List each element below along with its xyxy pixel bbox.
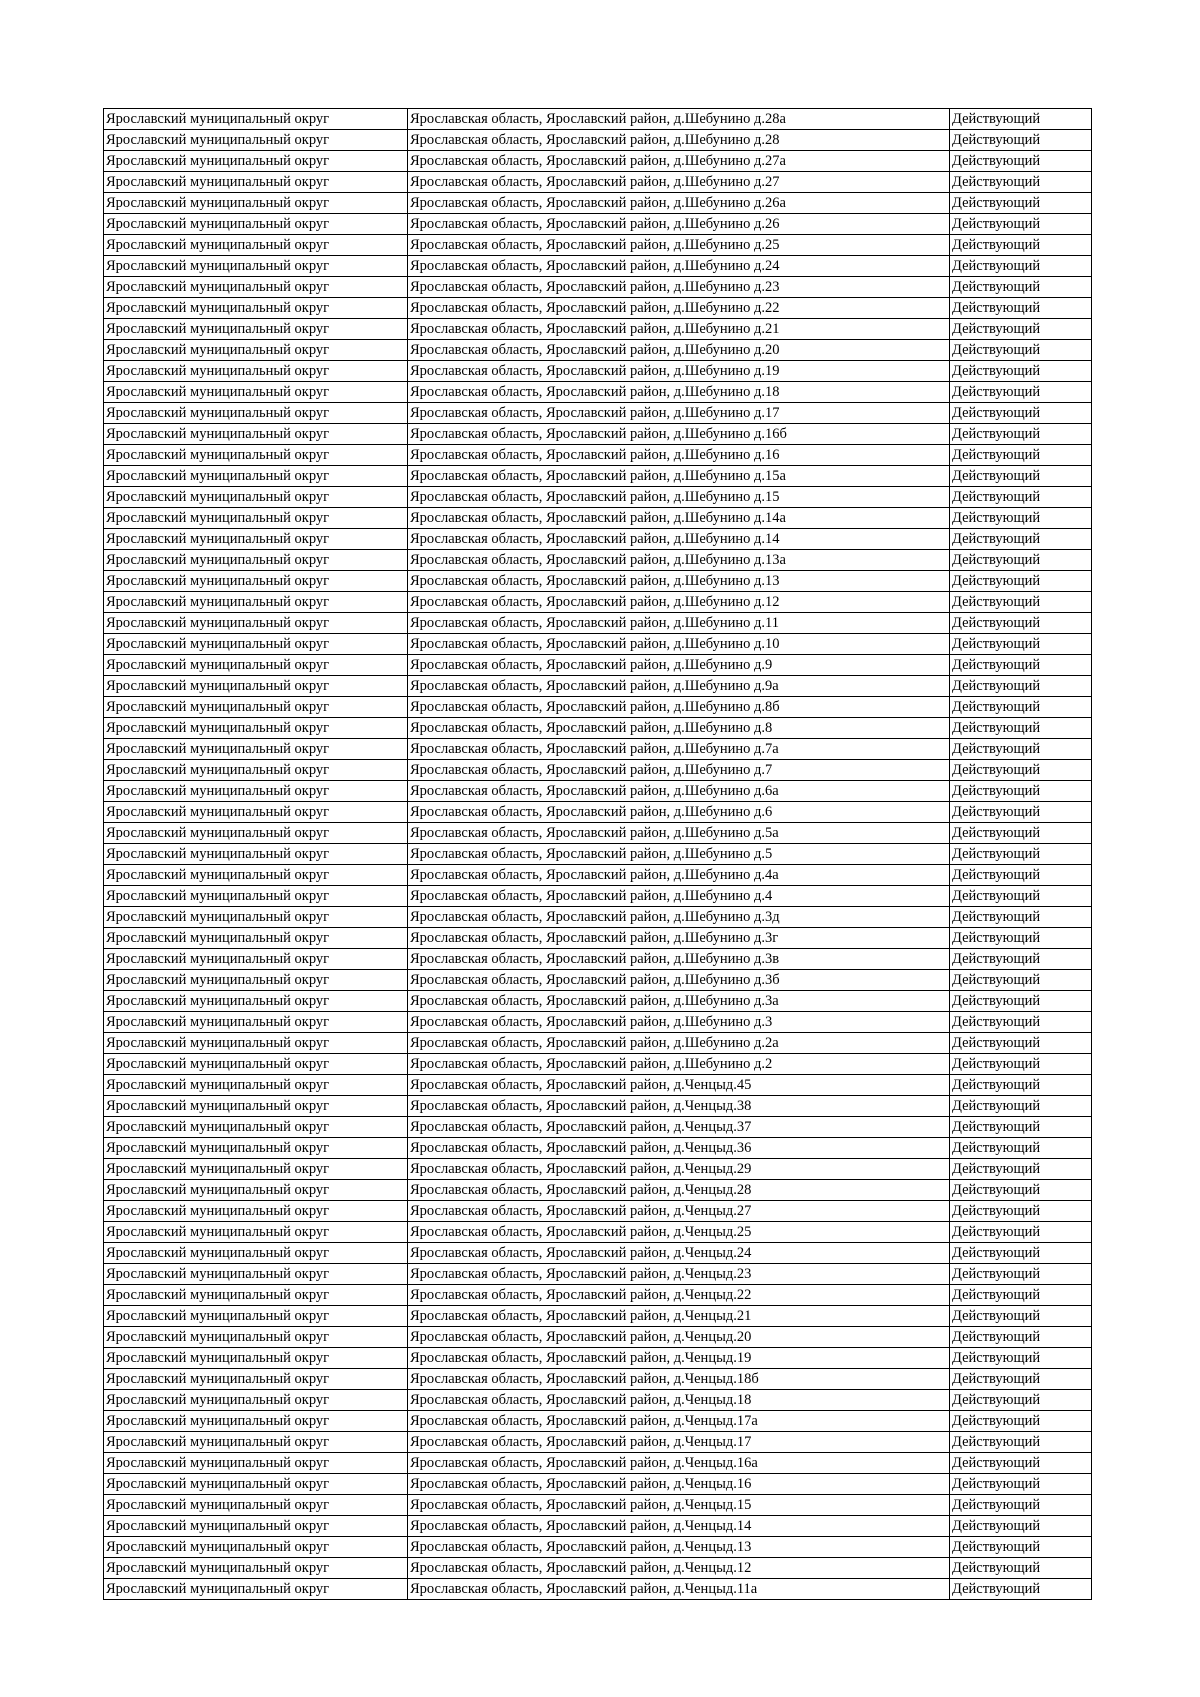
table-row [104, 1432, 1092, 1453]
district-cell: Ярославский муниципальный округ [104, 655, 408, 676]
table-row [104, 571, 1092, 592]
address-cell: Ярославская область, Ярославский район, д.Шебунино д.18 [408, 382, 950, 403]
district-cell: Ярославский муниципальный округ [104, 508, 408, 529]
address-cell: Ярославская область, Ярославский район, д.Ченцыд.18 [408, 1390, 950, 1411]
address-cell: Ярославская область, Ярославский район, д.Ченцыд.36 [408, 1138, 950, 1159]
address-cell: Ярославская область, Ярославский район, д.Шебунино д.23 [408, 277, 950, 298]
district-cell: Ярославский муниципальный округ [104, 1579, 408, 1600]
table-row [104, 634, 1092, 655]
district-cell: Ярославский муниципальный округ [104, 613, 408, 634]
district-cell: Ярославский муниципальный округ [104, 886, 408, 907]
district-cell: Ярославский муниципальный округ [104, 1285, 408, 1306]
district-cell: Ярославский муниципальный округ [104, 151, 408, 172]
address-cell: Ярославская область, Ярославский район, д.Ченцыд.21 [408, 1306, 950, 1327]
table-row [104, 970, 1092, 991]
district-cell: Ярославский муниципальный округ [104, 928, 408, 949]
address-cell: Ярославская область, Ярославский район, д.Шебунино д.8 [408, 718, 950, 739]
address-cell: Ярославская область, Ярославский район, д.Шебунино д.14а [408, 508, 950, 529]
table-row [104, 886, 1092, 907]
address-cell: Ярославская область, Ярославский район, д.Шебунино д.27а [408, 151, 950, 172]
table-row [104, 1558, 1092, 1579]
status-cell: Действующий [950, 928, 1092, 949]
status-cell: Действующий [950, 991, 1092, 1012]
table-row [104, 1390, 1092, 1411]
status-cell: Действующий [950, 151, 1092, 172]
table-row [104, 319, 1092, 340]
table-row [104, 907, 1092, 928]
address-cell: Ярославская область, Ярославский район, д.Шебунино д.7а [408, 739, 950, 760]
district-cell: Ярославский муниципальный округ [104, 823, 408, 844]
table-row [104, 1369, 1092, 1390]
status-cell: Действующий [950, 1453, 1092, 1474]
table-row [104, 424, 1092, 445]
district-cell: Ярославский муниципальный округ [104, 781, 408, 802]
district-cell: Ярославский муниципальный округ [104, 1369, 408, 1390]
status-cell: Действующий [950, 529, 1092, 550]
address-cell: Ярославская область, Ярославский район, д.Ченцыд.18б [408, 1369, 950, 1390]
table-row [104, 1474, 1092, 1495]
address-cell: Ярославская область, Ярославский район, д.Ченцыд.16 [408, 1474, 950, 1495]
table-row [104, 718, 1092, 739]
address-cell: Ярославская область, Ярославский район, д.Шебунино д.24 [408, 256, 950, 277]
district-cell: Ярославский муниципальный округ [104, 1075, 408, 1096]
table-row [104, 529, 1092, 550]
table-row [104, 445, 1092, 466]
address-cell: Ярославская область, Ярославский район, д.Шебунино д.26 [408, 214, 950, 235]
status-cell: Действующий [950, 739, 1092, 760]
district-cell: Ярославский муниципальный округ [104, 844, 408, 865]
address-cell: Ярославская область, Ярославский район, д.Шебунино д.15 [408, 487, 950, 508]
status-cell: Действующий [950, 382, 1092, 403]
district-cell: Ярославский муниципальный округ [104, 907, 408, 928]
district-cell: Ярославский муниципальный округ [104, 865, 408, 886]
address-cell: Ярославская область, Ярославский район, д.Ченцыд.20 [408, 1327, 950, 1348]
address-cell: Ярославская область, Ярославский район, д.Шебунино д.13а [408, 550, 950, 571]
address-cell: Ярославская область, Ярославский район, д.Ченцыд.23 [408, 1264, 950, 1285]
status-cell: Действующий [950, 466, 1092, 487]
address-cell: Ярославская область, Ярославский район, д.Шебунино д.2а [408, 1033, 950, 1054]
address-cell: Ярославская область, Ярославский район, д.Шебунино д.19 [408, 361, 950, 382]
status-cell: Действующий [950, 844, 1092, 865]
district-cell: Ярославский муниципальный округ [104, 991, 408, 1012]
table-row [104, 1243, 1092, 1264]
status-cell: Действующий [950, 1516, 1092, 1537]
address-cell: Ярославская область, Ярославский район, д.Шебунино д.28 [408, 130, 950, 151]
status-cell: Действующий [950, 1138, 1092, 1159]
district-cell: Ярославский муниципальный округ [104, 487, 408, 508]
status-cell: Действующий [950, 214, 1092, 235]
address-cell: Ярославская область, Ярославский район, д.Шебунино д.3д [408, 907, 950, 928]
district-cell: Ярославский муниципальный округ [104, 109, 408, 130]
address-cell: Ярославская область, Ярославский район, д.Шебунино д.25 [408, 235, 950, 256]
district-cell: Ярославский муниципальный округ [104, 172, 408, 193]
table-row [104, 277, 1092, 298]
status-cell: Действующий [950, 1033, 1092, 1054]
table-row [104, 928, 1092, 949]
district-cell: Ярославский муниципальный округ [104, 760, 408, 781]
address-cell: Ярославская область, Ярославский район, д.Ченцыд.17 [408, 1432, 950, 1453]
table-row [104, 109, 1092, 130]
district-cell: Ярославский муниципальный округ [104, 1117, 408, 1138]
address-cell: Ярославская область, Ярославский район, д.Шебунино д.6а [408, 781, 950, 802]
table-row [104, 1495, 1092, 1516]
district-cell: Ярославский муниципальный округ [104, 298, 408, 319]
district-cell: Ярославский муниципальный округ [104, 571, 408, 592]
address-cell: Ярославская область, Ярославский район, д.Шебунино д.3 [408, 1012, 950, 1033]
table-row [104, 655, 1092, 676]
status-cell: Действующий [950, 1348, 1092, 1369]
table-row [104, 1453, 1092, 1474]
district-cell: Ярославский муниципальный округ [104, 424, 408, 445]
district-cell: Ярославский муниципальный округ [104, 1390, 408, 1411]
district-cell: Ярославский муниципальный округ [104, 235, 408, 256]
registry-table [103, 108, 1092, 1600]
status-cell: Действующий [950, 403, 1092, 424]
address-cell: Ярославская область, Ярославский район, д.Ченцыд.25 [408, 1222, 950, 1243]
district-cell: Ярославский муниципальный округ [104, 130, 408, 151]
address-cell: Ярославская область, Ярославский район, д.Шебунино д.7 [408, 760, 950, 781]
table-row [104, 1075, 1092, 1096]
district-cell: Ярославский муниципальный округ [104, 466, 408, 487]
address-cell: Ярославская область, Ярославский район, д.Ченцыд.19 [408, 1348, 950, 1369]
district-cell: Ярославский муниципальный округ [104, 592, 408, 613]
district-cell: Ярославский муниципальный округ [104, 1516, 408, 1537]
district-cell: Ярославский муниципальный округ [104, 319, 408, 340]
table-row [104, 130, 1092, 151]
table-row [104, 760, 1092, 781]
district-cell: Ярославский муниципальный округ [104, 361, 408, 382]
address-cell: Ярославская область, Ярославский район, д.Шебунино д.20 [408, 340, 950, 361]
status-cell: Действующий [950, 1096, 1092, 1117]
status-cell: Действующий [950, 487, 1092, 508]
status-cell: Действующий [950, 1117, 1092, 1138]
district-cell: Ярославский муниципальный округ [104, 1138, 408, 1159]
district-cell: Ярославский муниципальный округ [104, 676, 408, 697]
status-cell: Действующий [950, 802, 1092, 823]
document-page [103, 108, 1091, 1600]
table-row [104, 802, 1092, 823]
table-row [104, 781, 1092, 802]
table-row [104, 1285, 1092, 1306]
address-cell: Ярославская область, Ярославский район, д.Ченцыд.28 [408, 1180, 950, 1201]
table-row [104, 1306, 1092, 1327]
district-cell: Ярославский муниципальный округ [104, 634, 408, 655]
district-cell: Ярославский муниципальный округ [104, 382, 408, 403]
table-row [104, 1537, 1092, 1558]
status-cell: Действующий [950, 1432, 1092, 1453]
district-cell: Ярославский муниципальный округ [104, 1432, 408, 1453]
table-row [104, 1117, 1092, 1138]
address-cell: Ярославская область, Ярославский район, д.Шебунино д.13 [408, 571, 950, 592]
table-row [104, 949, 1092, 970]
status-cell: Действующий [950, 1180, 1092, 1201]
table-row [104, 844, 1092, 865]
status-cell: Действующий [950, 109, 1092, 130]
table-row [104, 340, 1092, 361]
status-cell: Действующий [950, 1264, 1092, 1285]
address-cell: Ярославская область, Ярославский район, д.Ченцыд.45 [408, 1075, 950, 1096]
address-cell: Ярославская область, Ярославский район, д.Шебунино д.9 [408, 655, 950, 676]
status-cell: Действующий [950, 676, 1092, 697]
district-cell: Ярославский муниципальный округ [104, 1033, 408, 1054]
status-cell: Действующий [950, 1306, 1092, 1327]
status-cell: Действующий [950, 1474, 1092, 1495]
table-row [104, 466, 1092, 487]
status-cell: Действующий [950, 508, 1092, 529]
address-cell: Ярославская область, Ярославский район, д.Шебунино д.15а [408, 466, 950, 487]
table-row [104, 1159, 1092, 1180]
status-cell: Действующий [950, 277, 1092, 298]
status-cell: Действующий [950, 592, 1092, 613]
address-cell: Ярославская область, Ярославский район, д.Шебунино д.16б [408, 424, 950, 445]
table-row [104, 739, 1092, 760]
status-cell: Действующий [950, 298, 1092, 319]
address-cell: Ярославская область, Ярославский район, д.Ченцыд.12 [408, 1558, 950, 1579]
district-cell: Ярославский муниципальный округ [104, 1180, 408, 1201]
table-row [104, 193, 1092, 214]
table-row [104, 1054, 1092, 1075]
address-cell: Ярославская область, Ярославский район, д.Ченцыд.29 [408, 1159, 950, 1180]
status-cell: Действующий [950, 907, 1092, 928]
table-row [104, 613, 1092, 634]
table-row [104, 1579, 1092, 1600]
status-cell: Действующий [950, 949, 1092, 970]
status-cell: Действующий [950, 634, 1092, 655]
status-cell: Действующий [950, 424, 1092, 445]
district-cell: Ярославский муниципальный округ [104, 1411, 408, 1432]
district-cell: Ярославский муниципальный округ [104, 550, 408, 571]
status-cell: Действующий [950, 1201, 1092, 1222]
address-cell: Ярославская область, Ярославский район, д.Шебунино д.27 [408, 172, 950, 193]
district-cell: Ярославский муниципальный округ [104, 1243, 408, 1264]
district-cell: Ярославский муниципальный округ [104, 718, 408, 739]
district-cell: Ярославский муниципальный округ [104, 802, 408, 823]
status-cell: Действующий [950, 970, 1092, 991]
status-cell: Действующий [950, 781, 1092, 802]
address-cell: Ярославская область, Ярославский район, д.Ченцыд.27 [408, 1201, 950, 1222]
table-row [104, 1180, 1092, 1201]
district-cell: Ярославский муниципальный округ [104, 1495, 408, 1516]
district-cell: Ярославский муниципальный округ [104, 739, 408, 760]
address-cell: Ярославская область, Ярославский район, д.Шебунино д.3г [408, 928, 950, 949]
district-cell: Ярославский муниципальный округ [104, 697, 408, 718]
district-cell: Ярославский муниципальный округ [104, 1201, 408, 1222]
status-cell: Действующий [950, 655, 1092, 676]
status-cell: Действующий [950, 823, 1092, 844]
status-cell: Действующий [950, 1579, 1092, 1600]
status-cell: Действующий [950, 445, 1092, 466]
address-cell: Ярославская область, Ярославский район, д.Шебунино д.11 [408, 613, 950, 634]
table-row [104, 550, 1092, 571]
status-cell: Действующий [950, 1159, 1092, 1180]
address-cell: Ярославская область, Ярославский район, д.Шебунино д.3б [408, 970, 950, 991]
status-cell: Действующий [950, 550, 1092, 571]
status-cell: Действующий [950, 760, 1092, 781]
district-cell: Ярославский муниципальный округ [104, 1453, 408, 1474]
status-cell: Действующий [950, 130, 1092, 151]
address-cell: Ярославская область, Ярославский район, д.Ченцыд.13 [408, 1537, 950, 1558]
district-cell: Ярославский муниципальный округ [104, 529, 408, 550]
status-cell: Действующий [950, 1243, 1092, 1264]
district-cell: Ярославский муниципальный округ [104, 277, 408, 298]
district-cell: Ярославский муниципальный округ [104, 1474, 408, 1495]
table-row [104, 487, 1092, 508]
status-cell: Действующий [950, 1558, 1092, 1579]
table-row [104, 172, 1092, 193]
status-cell: Действующий [950, 1390, 1092, 1411]
address-cell: Ярославская область, Ярославский район, д.Шебунино д.4а [408, 865, 950, 886]
address-cell: Ярославская область, Ярославский район, д.Шебунино д.28а [408, 109, 950, 130]
table-row [104, 361, 1092, 382]
table-row [104, 1138, 1092, 1159]
address-cell: Ярославская область, Ярославский район, д.Шебунино д.2 [408, 1054, 950, 1075]
district-cell: Ярославский муниципальный округ [104, 1222, 408, 1243]
district-cell: Ярославский муниципальный округ [104, 340, 408, 361]
status-cell: Действующий [950, 172, 1092, 193]
table-row [104, 1033, 1092, 1054]
status-cell: Действующий [950, 319, 1092, 340]
status-cell: Действующий [950, 1411, 1092, 1432]
status-cell: Действующий [950, 865, 1092, 886]
table-row [104, 1096, 1092, 1117]
table-row [104, 151, 1092, 172]
district-cell: Ярославский муниципальный округ [104, 1537, 408, 1558]
district-cell: Ярославский муниципальный округ [104, 1348, 408, 1369]
district-cell: Ярославский муниципальный округ [104, 214, 408, 235]
district-cell: Ярославский муниципальный округ [104, 445, 408, 466]
address-cell: Ярославская область, Ярославский район, д.Ченцыд.14 [408, 1516, 950, 1537]
table-row [104, 214, 1092, 235]
status-cell: Действующий [950, 1075, 1092, 1096]
address-cell: Ярославская область, Ярославский район, д.Ченцыд.17а [408, 1411, 950, 1432]
status-cell: Действующий [950, 1369, 1092, 1390]
status-cell: Действующий [950, 256, 1092, 277]
district-cell: Ярославский муниципальный округ [104, 1327, 408, 1348]
status-cell: Действующий [950, 886, 1092, 907]
address-cell: Ярославская область, Ярославский район, д.Шебунино д.9а [408, 676, 950, 697]
table-row [104, 676, 1092, 697]
address-cell: Ярославская область, Ярославский район, д.Ченцыд.15 [408, 1495, 950, 1516]
district-cell: Ярославский муниципальный округ [104, 1306, 408, 1327]
district-cell: Ярославский муниципальный округ [104, 949, 408, 970]
district-cell: Ярославский муниципальный округ [104, 1054, 408, 1075]
table-row [104, 1411, 1092, 1432]
table-row [104, 1516, 1092, 1537]
table-row [104, 865, 1092, 886]
district-cell: Ярославский муниципальный округ [104, 256, 408, 277]
district-cell: Ярославский муниципальный округ [104, 1264, 408, 1285]
status-cell: Действующий [950, 361, 1092, 382]
address-cell: Ярославская область, Ярославский район, д.Ченцыд.38 [408, 1096, 950, 1117]
status-cell: Действующий [950, 1054, 1092, 1075]
address-cell: Ярославская область, Ярославский район, д.Шебунино д.4 [408, 886, 950, 907]
status-cell: Действующий [950, 235, 1092, 256]
district-cell: Ярославский муниципальный округ [104, 1096, 408, 1117]
district-cell: Ярославский муниципальный округ [104, 1159, 408, 1180]
address-cell: Ярославская область, Ярославский район, д.Ченцыд.22 [408, 1285, 950, 1306]
table-row [104, 592, 1092, 613]
table-row [104, 1348, 1092, 1369]
address-cell: Ярославская область, Ярославский район, д.Шебунино д.3в [408, 949, 950, 970]
table-row [104, 1264, 1092, 1285]
district-cell: Ярославский муниципальный округ [104, 403, 408, 424]
address-cell: Ярославская область, Ярославский район, д.Шебунино д.10 [408, 634, 950, 655]
address-cell: Ярославская область, Ярославский район, д.Шебунино д.16 [408, 445, 950, 466]
address-cell: Ярославская область, Ярославский район, д.Ченцыд.16а [408, 1453, 950, 1474]
address-cell: Ярославская область, Ярославский район, д.Шебунино д.5 [408, 844, 950, 865]
status-cell: Действующий [950, 1222, 1092, 1243]
table-row [104, 1201, 1092, 1222]
address-cell: Ярославская область, Ярославский район, д.Шебунино д.12 [408, 592, 950, 613]
address-cell: Ярославская область, Ярославский район, д.Шебунино д.26а [408, 193, 950, 214]
status-cell: Действующий [950, 1285, 1092, 1306]
table-row [104, 256, 1092, 277]
address-cell: Ярославская область, Ярославский район, д.Шебунино д.14 [408, 529, 950, 550]
table-row [104, 1327, 1092, 1348]
address-cell: Ярославская область, Ярославский район, д.Шебунино д.22 [408, 298, 950, 319]
table-row [104, 991, 1092, 1012]
address-cell: Ярославская область, Ярославский район, д.Ченцыд.37 [408, 1117, 950, 1138]
address-cell: Ярославская область, Ярославский район, д.Шебунино д.17 [408, 403, 950, 424]
status-cell: Действующий [950, 1327, 1092, 1348]
table-row [104, 1012, 1092, 1033]
district-cell: Ярославский муниципальный округ [104, 970, 408, 991]
status-cell: Действующий [950, 193, 1092, 214]
table-row [104, 697, 1092, 718]
address-cell: Ярославская область, Ярославский район, д.Ченцыд.11а [408, 1579, 950, 1600]
status-cell: Действующий [950, 1537, 1092, 1558]
status-cell: Действующий [950, 340, 1092, 361]
status-cell: Действующий [950, 1012, 1092, 1033]
status-cell: Действующий [950, 1495, 1092, 1516]
address-cell: Ярославская область, Ярославский район, д.Шебунино д.3а [408, 991, 950, 1012]
table-row [104, 403, 1092, 424]
district-cell: Ярославский муниципальный округ [104, 1012, 408, 1033]
table-row [104, 382, 1092, 403]
address-cell: Ярославская область, Ярославский район, д.Ченцыд.24 [408, 1243, 950, 1264]
address-cell: Ярославская область, Ярославский район, д.Шебунино д.21 [408, 319, 950, 340]
address-cell: Ярославская область, Ярославский район, д.Шебунино д.5а [408, 823, 950, 844]
address-cell: Ярославская область, Ярославский район, д.Шебунино д.8б [408, 697, 950, 718]
table-row [104, 823, 1092, 844]
status-cell: Действующий [950, 613, 1092, 634]
address-cell: Ярославская область, Ярославский район, д.Шебунино д.6 [408, 802, 950, 823]
table-row [104, 1222, 1092, 1243]
table-row [104, 508, 1092, 529]
status-cell: Действующий [950, 718, 1092, 739]
table-row [104, 235, 1092, 256]
table-row [104, 298, 1092, 319]
district-cell: Ярославский муниципальный округ [104, 193, 408, 214]
status-cell: Действующий [950, 697, 1092, 718]
district-cell: Ярославский муниципальный округ [104, 1558, 408, 1579]
status-cell: Действующий [950, 571, 1092, 592]
registry-table-body [104, 109, 1092, 1600]
